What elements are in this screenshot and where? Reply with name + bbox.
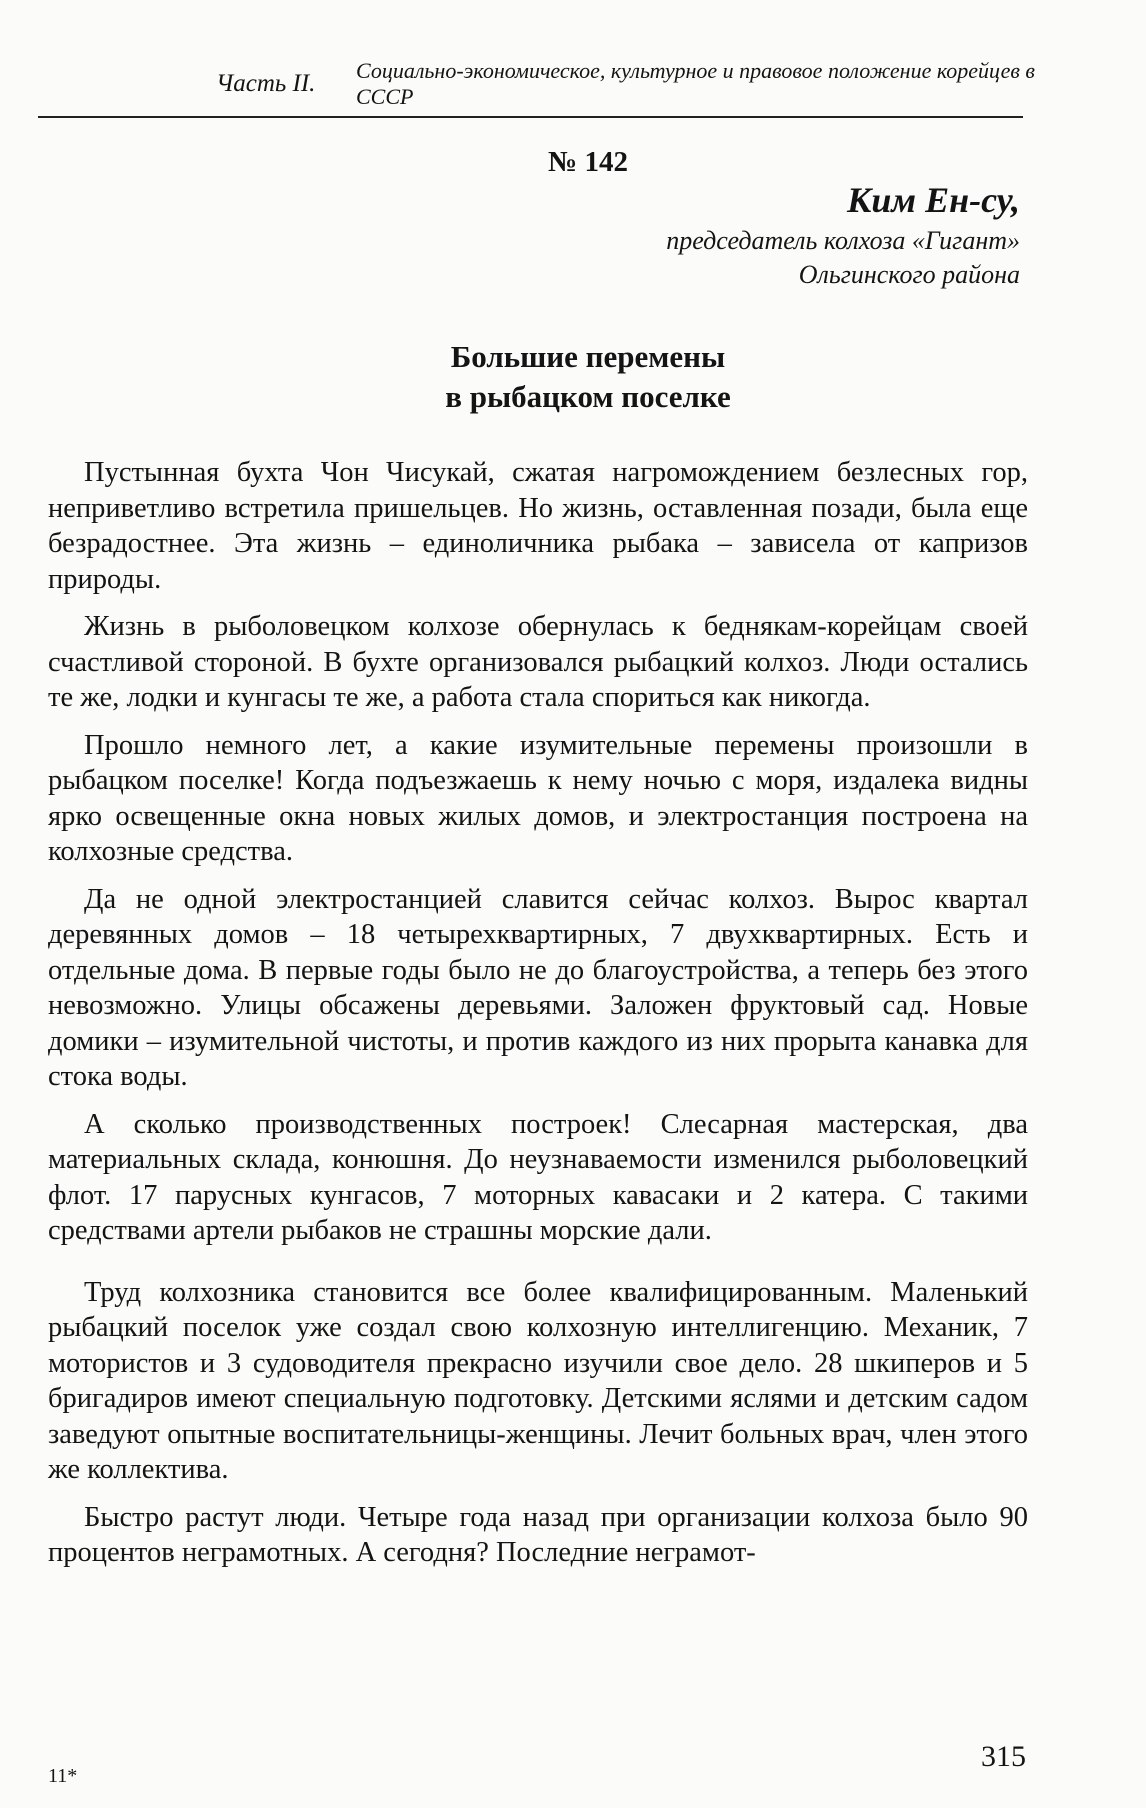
paragraph-6: Труд колхозника становится все более квалифицированным. Маленький рыбацкий поселок уже создал свою колхозную интеллигенцию. Механик, 7 мотористов и 3 судоводителя прекрасно изучили свое дело. 28 шкиперов и 5 бригадиров имеют специальную подготовку. Детскими яслями и детским садом заведуют опытные воспитательницы-женщины. Лечит больных врач, член этого же коллектива.	[48, 1276, 1028, 1485]
document-number: № 142	[548, 146, 628, 178]
paragraph-1: Пустынная бухта Чон Чисукай, сжатая нагромождением безлесных гор, неприветливо встретила пришельцев. Но жизнь, оставленная позади, была еще безрадостнее. Эта жизнь – единоличника рыбака – зависела от капризов природы.	[48, 457, 1028, 595]
author-role-line-1: председатель колхоза «Гигант»	[666, 226, 1020, 255]
paragraph-3: Прошло немного лет, а какие изумительные перемены произошли в рыбацком поселке! Когда подъезжаешь к нему ночью с моря, издалека видны ярко освещенные окна новых жилых домов, и электростанция построена на колхозные средства.	[48, 729, 1028, 867]
author-role-line-2: Ольгинского района	[798, 260, 1020, 289]
header-title: Социально-экономическое, культурное и правовое положение корейцев в СССР	[356, 58, 1035, 109]
author-block	[666, 176, 1020, 292]
header-part: Часть II.	[216, 70, 316, 97]
article-title-line-1: Большие перемены	[450, 339, 726, 374]
paragraph-7: Быстро растут люди. Четыре года назад при организации колхоза было 90 процентов неграмотных. А сегодня? Последние неграмот-	[48, 1501, 1028, 1568]
article-body	[48, 455, 1028, 1583]
paragraph-4: Да не одной электростанцией славится сейчас колхоз. Вырос квартал деревянных домов – 18 четырехквартирных, 7 двухквартирных. Есть и отдельные дома. В первые годы было не до благоустройства, а теперь без этого невозможно. Улицы обсажены деревьями. Заложен фруктовый сад. Новые домики – изумительной чистоты, и против каждого из них прорыта канавка для стока воды.	[48, 883, 1028, 1092]
paragraph-2: Жизнь в рыболовецком колхозе обернулась к беднякам-корейцам своей счастливой стороной. В бухте организовался рыбацкий колхоз. Люди остались те же, лодки и кунгасы те же, а работа стала спориться как никогда.	[48, 611, 1028, 713]
running-header	[38, 52, 1035, 118]
paragraph-5: А сколько производственных построек! Слесарная мастерская, два материальных склада, конюшня. До неузнаваемости изменился рыболовецкий флот. 17 парусных кунгасов, 7 моторных кавасаки и 2 катера. С такими средствами артели рыбаков не страшны морские дали.	[48, 1108, 1028, 1246]
article-title	[0, 337, 1146, 417]
author-name: Ким Ен-су,	[846, 180, 1020, 220]
page-number: 315	[981, 1740, 1026, 1773]
sheet-signature: 11*	[48, 1765, 78, 1787]
article-title-line-2: в рыбацком поселке	[445, 379, 731, 414]
